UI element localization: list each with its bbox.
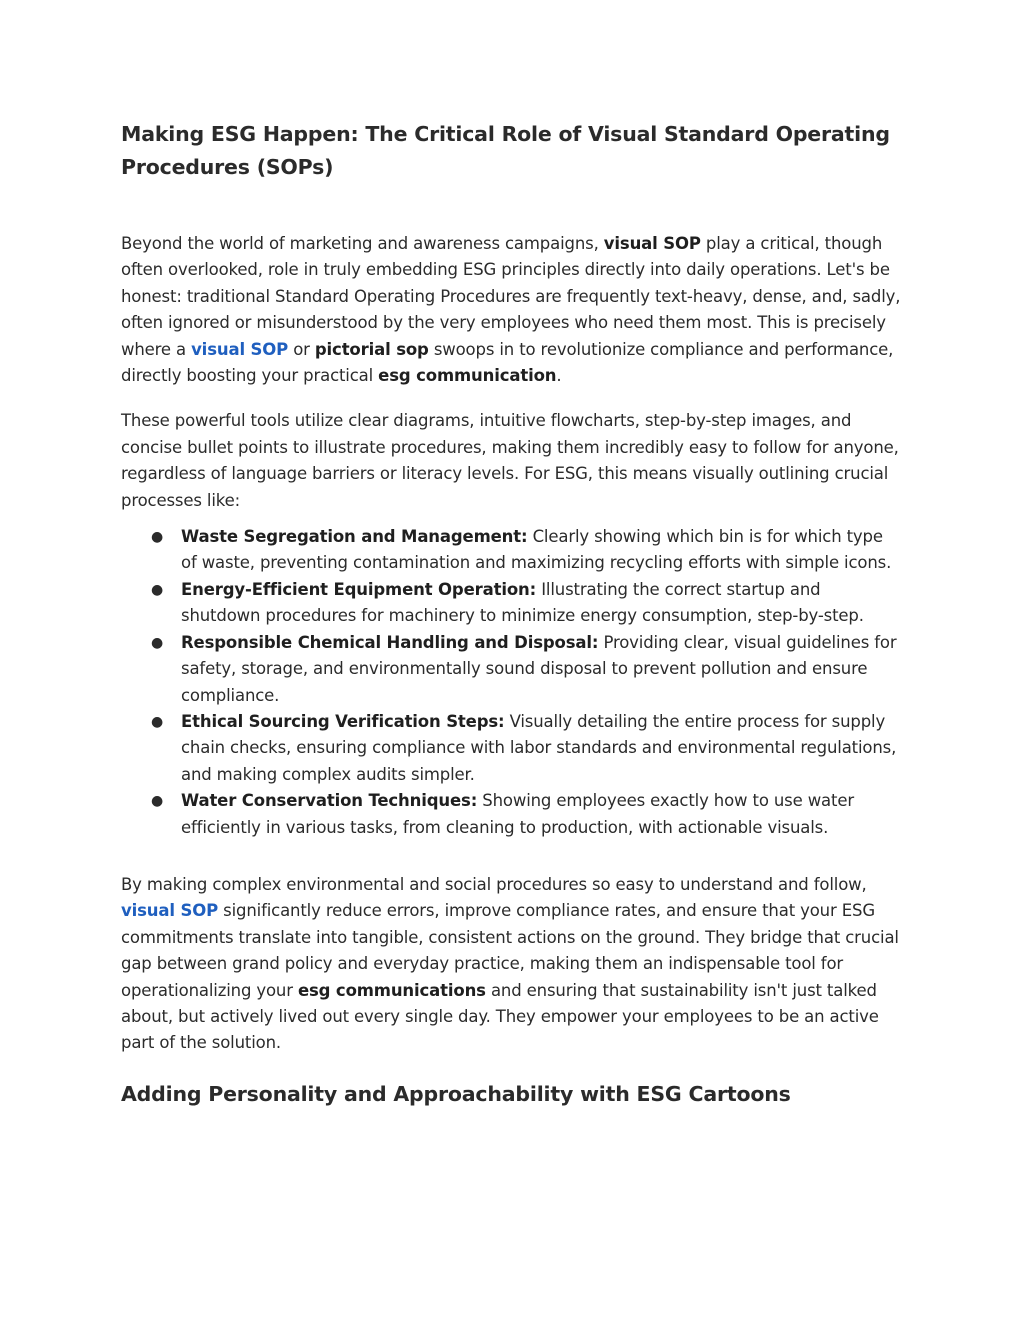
- list-item-title: Water Conservation Techniques:: [181, 791, 478, 811]
- list-item-text: Showing employees exactly how to use water efficiently in various tasks, from cleaning to production, with actionable visuals.: [181, 791, 854, 837]
- text-span: play a critical, though often overlooked, role in truly embedding ESG principles directly into daily operations. Let's be honest: traditional Standard Operating Procedures are frequently text-heavy, dense, and, sadly, often ignored or misunderstood by the very employees who need them most. This is precisely where a: [121, 234, 901, 359]
- list-item-text: Visually detailing the entire process for supply chain checks, ensuring compliance with labor standards and environmental regulations, and making complex audits simpler.: [181, 711, 897, 784]
- bullet-icon: ●: [151, 793, 164, 810]
- bullet-icon: ●: [151, 529, 164, 546]
- bullet-icon: ●: [151, 581, 164, 598]
- list-item-title: Energy-Efficient Equipment Operation:: [181, 579, 537, 599]
- summary-paragraph: [121, 872, 903, 1057]
- list-item-title: Ethical Sourcing Verification Steps:: [181, 711, 505, 731]
- text-span: significantly reduce errors, improve compliance rates, and ensure that your ESG commitments translate into tangible, consistent actions on the ground. They bridge that crucial gap between grand policy and everyday practice, making them an indispensable tool for operationalizing your: [121, 901, 899, 1000]
- list-item-text: Providing clear, visual guidelines for safety, storage, and environmentally sound disposal to prevent pollution and ensure compliance.: [181, 632, 897, 705]
- section-heading: Adding Personality and Approachability with ESG Cartoons: [121, 1081, 791, 1106]
- text-span: .: [556, 366, 562, 386]
- bold-term-esg-communications: esg communications: [297, 980, 486, 1000]
- text-span: By making complex environmental and social procedures so easy to understand and follow,: [121, 874, 867, 894]
- link-visual-sop[interactable]: visual SOP: [191, 339, 289, 359]
- text-span: swoops in to revolutionize compliance and performance, directly boosting your practical: [121, 339, 894, 386]
- list-item: [121, 524, 903, 577]
- text-span: or: [288, 339, 315, 359]
- page-title: Making ESG Happen: The Critical Role of Visual Standard Operating Procedures (SOPs): [121, 122, 890, 179]
- text-span: Beyond the world of marketing and awareness campaigns,: [121, 234, 604, 253]
- list-item-title: Waste Segregation and Management:: [181, 527, 528, 547]
- list-item: [121, 709, 903, 788]
- list-item-text: Illustrating the correct startup and shutdown procedures for machinery to minimize energy consumption, step-by-step.: [181, 579, 864, 626]
- list-item: [121, 788, 903, 841]
- bullet-icon: ●: [151, 713, 164, 730]
- list-item-text: Clearly showing which bin is for which type of waste, preventing contamination and maximizing recycling efforts with simple icons.: [181, 527, 892, 573]
- process-list: [121, 524, 903, 841]
- bold-term-pictorial-sop: pictorial sop: [314, 339, 429, 359]
- intro-paragraph: [121, 231, 903, 389]
- list-item-title: Responsible Chemical Handling and Disposal:: [181, 632, 599, 652]
- bold-term-visual-sop: visual SOP: [603, 234, 701, 253]
- link-visual-sop[interactable]: visual SOP: [121, 901, 219, 921]
- tools-paragraph: These powerful tools utilize clear diagrams, intuitive flowcharts, step-by-step images, and concise bullet points to illustrate procedures, making them incredibly easy to follow for anyone, regardless of language barriers or literacy levels. For ESG, this means visually outlining crucial processes like:: [121, 411, 899, 510]
- list-item: [121, 577, 903, 630]
- document-content: [121, 118, 903, 1109]
- text-span: and ensuring that sustainability isn't just talked about, but actively lived out every single day. They empower your employees to be an active part of the solution.: [121, 980, 879, 1053]
- bold-term-esg-communication: esg communication: [378, 366, 557, 386]
- list-item: [121, 630, 903, 709]
- bullet-icon: ●: [151, 634, 164, 651]
